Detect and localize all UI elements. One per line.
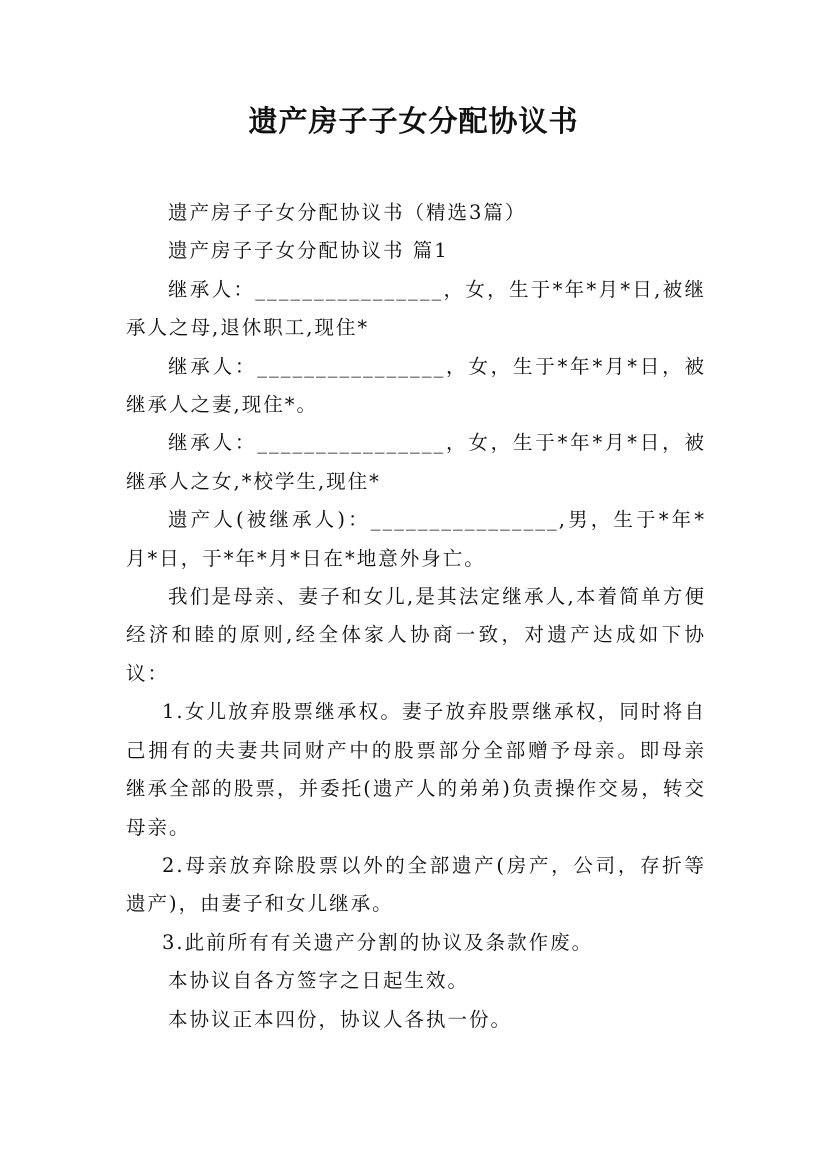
paragraph-section-heading: 遗产房子子女分配协议书 篇1: [168, 239, 449, 263]
document-title: 遗产房子子女分配协议书: [248, 104, 579, 138]
paragraph-heir-daughter: 继承人：________________，女，生于*年*月*日，被继承人之女,*校学生,现住*: [126, 431, 706, 493]
paragraph-effective: 本协议自各方签字之日起生效。: [168, 969, 470, 993]
paragraph-agreement-intro: 我们是母亲、妻子和女儿,是其法定继承人,本着简单方便经济和睦的原则,经全体家人协商一致，对遗产达成如下协议：: [126, 585, 706, 685]
paragraph-heir-wife: 继承人：________________，女，生于*年*月*日，被继承人之妻,现住*。: [126, 354, 706, 417]
paragraph-clause-3: 3.此前所有有关遗产分割的协议及条款作废。: [162, 930, 594, 954]
paragraph-clause-2: 2.母亲放弃除股票以外的全部遗产(房产，公司，存折等遗产)，由妻子和女儿继承。: [126, 853, 706, 916]
document-body: [126, 194, 706, 1039]
paragraph-decedent: 遗产人(被继承人)：________________,男，生于*年*月*日，于*年*月*日在*地意外身亡。: [126, 508, 706, 570]
paragraph-subtitle: 遗产房子子女分配协议书（精选3篇）: [168, 201, 527, 224]
paragraph-heir-mother: 继承人：________________，女，生于*年*月*日,被继承人之母,退休职工,现住*: [126, 277, 706, 340]
paragraph-clause-1: 1.女儿放弃股票继承权。妻子放弃股票继承权，同时将自己拥有的夫妻共同财产中的股票部分全部赠予母亲。即母亲继承全部的股票，并委托(遗产人的弟弟)负责操作交易，转交母亲。: [126, 700, 706, 839]
paragraph-copies: 本协议正本四份，协议人各执一份。: [168, 1007, 513, 1031]
